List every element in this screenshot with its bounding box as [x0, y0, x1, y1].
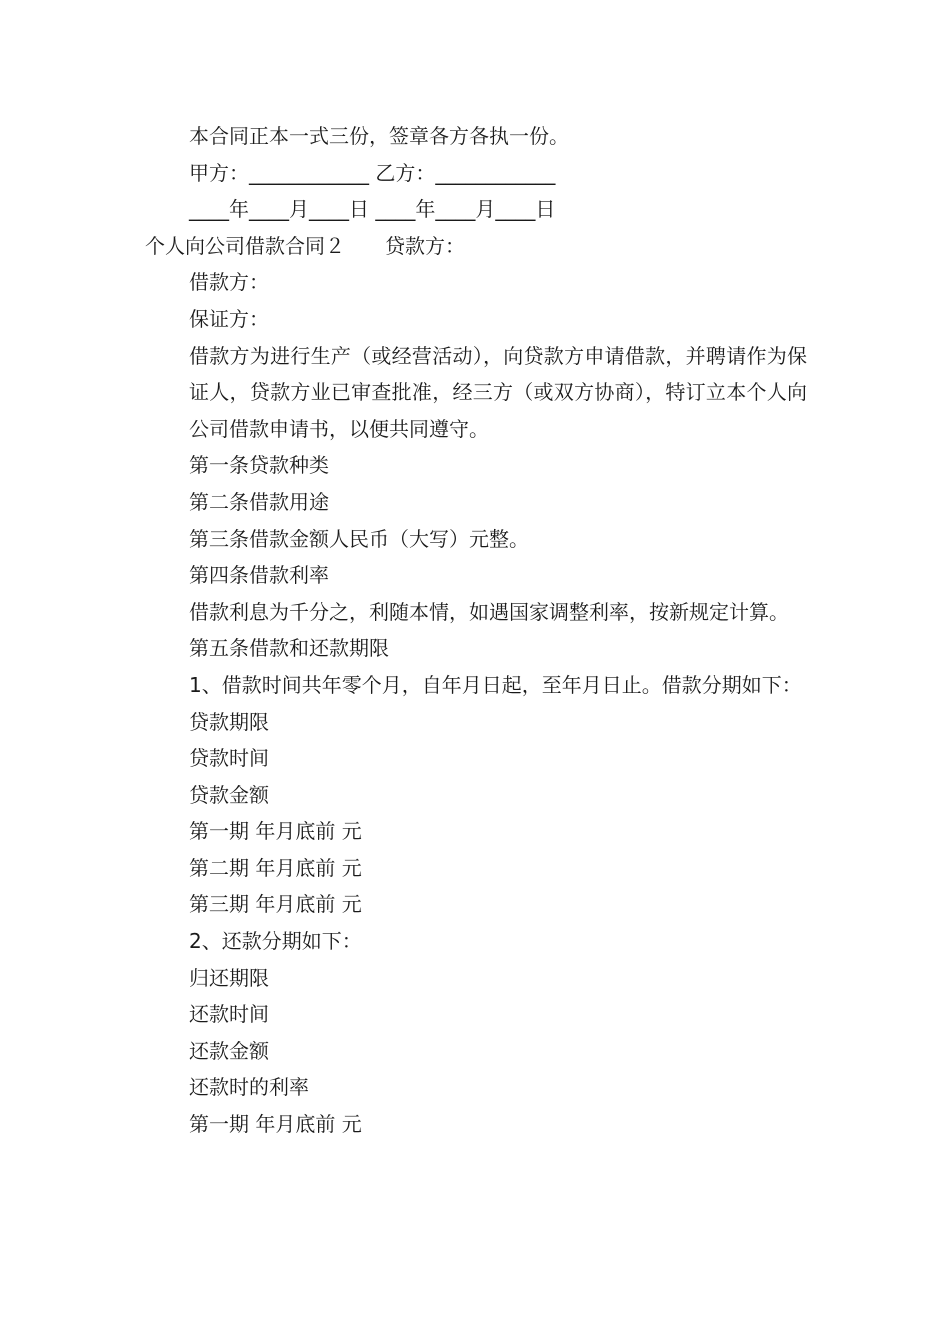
- loan-amount-label: 贷款金额: [189, 782, 269, 807]
- copies-clause: 本合同正本一式三份，签章各方各执一份。: [189, 124, 569, 148]
- repayment-term-label: 归还期限: [189, 965, 269, 990]
- preamble-paragraph: 借款方为进行生产（或经营活动），向贷款方申请借款，并聘请作为保证人，贷款方业已审查批准，经三方（或双方协商），特订立本个人向公司借款申请书，以便共同遵守。: [189, 343, 807, 441]
- guarantor-label: 保证方：: [189, 306, 269, 331]
- document-body: [145, 118, 807, 1143]
- article-5-heading: 第五条借款和还款期限: [189, 636, 389, 661]
- lender-label: 贷款方：: [385, 233, 465, 258]
- interest-paragraph: 借款利息为千分之，利随本情，如遇国家调整利率，按新规定计算。: [189, 599, 789, 624]
- article-2-heading: 第二条借款用途: [189, 489, 329, 514]
- contract-title: 个人向公司借款合同２: [145, 233, 345, 258]
- repayment-rate-label: 还款时的利率: [189, 1075, 309, 1100]
- repayment-installment-1: 第一期 年月底前 元: [189, 1112, 362, 1137]
- loan-period-paragraph: 1、借款时间共年零个月，自年月日起，至年月日止。借款分期如下：: [189, 672, 802, 697]
- article-3-heading: 第三条借款金额人民币（大写）元整。: [189, 526, 529, 551]
- loan-installment-3: 第三期 年月底前 元: [189, 892, 362, 917]
- article-1-heading: 第一条贷款种类: [189, 453, 329, 478]
- loan-term-label: 贷款期限: [189, 709, 269, 734]
- borrower-label: 借款方：: [189, 270, 269, 295]
- article-4-heading: 第四条借款利率: [189, 563, 329, 588]
- repayment-heading: 2、还款分期如下：: [189, 929, 362, 954]
- contract-title-line: [145, 228, 807, 265]
- repayment-amount-label: 还款金额: [189, 1038, 269, 1063]
- loan-installment-1: 第一期 年月底前 元: [189, 819, 362, 844]
- party-signature-line: 甲方：____________ 乙方：____________: [189, 160, 556, 185]
- repayment-time-label: 还款时间: [189, 1002, 269, 1027]
- date-line: ____年____月____日 ____年____月____日: [189, 197, 556, 222]
- loan-time-label: 贷款时间: [189, 746, 269, 771]
- loan-installment-2: 第二期 年月底前 元: [189, 855, 362, 880]
